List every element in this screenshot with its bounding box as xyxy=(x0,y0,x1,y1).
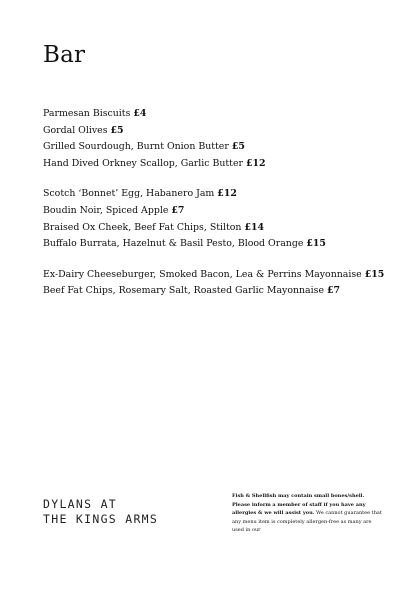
allergen-text-2: We cannot guarantee that any menu item is completely allergen-free as many are used in our xyxy=(232,510,382,534)
allergen-notice xyxy=(232,492,382,535)
menu-item xyxy=(43,139,403,156)
menu-item xyxy=(43,156,403,173)
item-price: £12 xyxy=(245,157,266,169)
page-title: Bar xyxy=(43,42,86,68)
menu-section-small-plates xyxy=(43,186,403,252)
menu-item xyxy=(43,106,403,123)
menu-item xyxy=(43,123,403,140)
menu-section-snacks xyxy=(43,106,403,172)
item-name: Hand Dived Orkney Scallop, Garlic Butter xyxy=(43,157,243,169)
item-price: £12 xyxy=(217,188,237,200)
brand-logo-text xyxy=(43,497,158,527)
menu-item xyxy=(43,236,403,253)
brand-line-2: THE KINGS ARMS xyxy=(43,512,159,526)
item-price: £15 xyxy=(306,238,326,250)
item-price: £7 xyxy=(171,204,185,216)
menu-section-mains xyxy=(43,267,403,300)
item-name: Braised Ox Cheek, Beef Fat Chips, Stilton xyxy=(43,221,242,233)
menu-item xyxy=(43,186,403,203)
menu-item xyxy=(43,203,403,220)
item-price: £5 xyxy=(231,141,245,153)
item-price: £5 xyxy=(110,124,124,136)
menu-list xyxy=(43,106,403,314)
allergen-bold-2: a member of staff if you have any allergies & we will assist you. xyxy=(232,501,366,517)
menu-item xyxy=(43,220,403,237)
item-price: £4 xyxy=(133,108,147,119)
menu-item xyxy=(43,267,403,284)
item-name: Buffalo Burrata, Hazelnut & Basil Pesto, Blood Orange xyxy=(43,238,304,250)
item-name: Beef Fat Chips, Rosemary Salt, Roasted Garlic Mayonnaise xyxy=(43,285,324,297)
brand-line-1: DYLANS AT xyxy=(43,497,118,511)
item-name: Gordal Olives xyxy=(43,124,108,136)
item-name: Boudin Noir, Spiced Apple xyxy=(43,204,169,216)
item-name: Parmesan Biscuits xyxy=(43,108,131,119)
item-name: Scotch ‘Bonnet’ Egg, Habanero Jam xyxy=(43,188,215,200)
item-price: £7 xyxy=(326,285,341,297)
item-name: Ex-Dairy Cheeseburger, Smoked Bacon, Lea & Perrins Mayonnaise xyxy=(43,268,362,280)
allergen-bold-1: Fish & Shellfish may contain small bones/shell. Please inform xyxy=(232,493,365,508)
item-price: £14 xyxy=(244,221,265,233)
menu-item xyxy=(43,283,403,300)
item-price: £15 xyxy=(364,268,385,280)
item-name: Grilled Sourdough, Burnt Onion Butter xyxy=(43,141,229,153)
